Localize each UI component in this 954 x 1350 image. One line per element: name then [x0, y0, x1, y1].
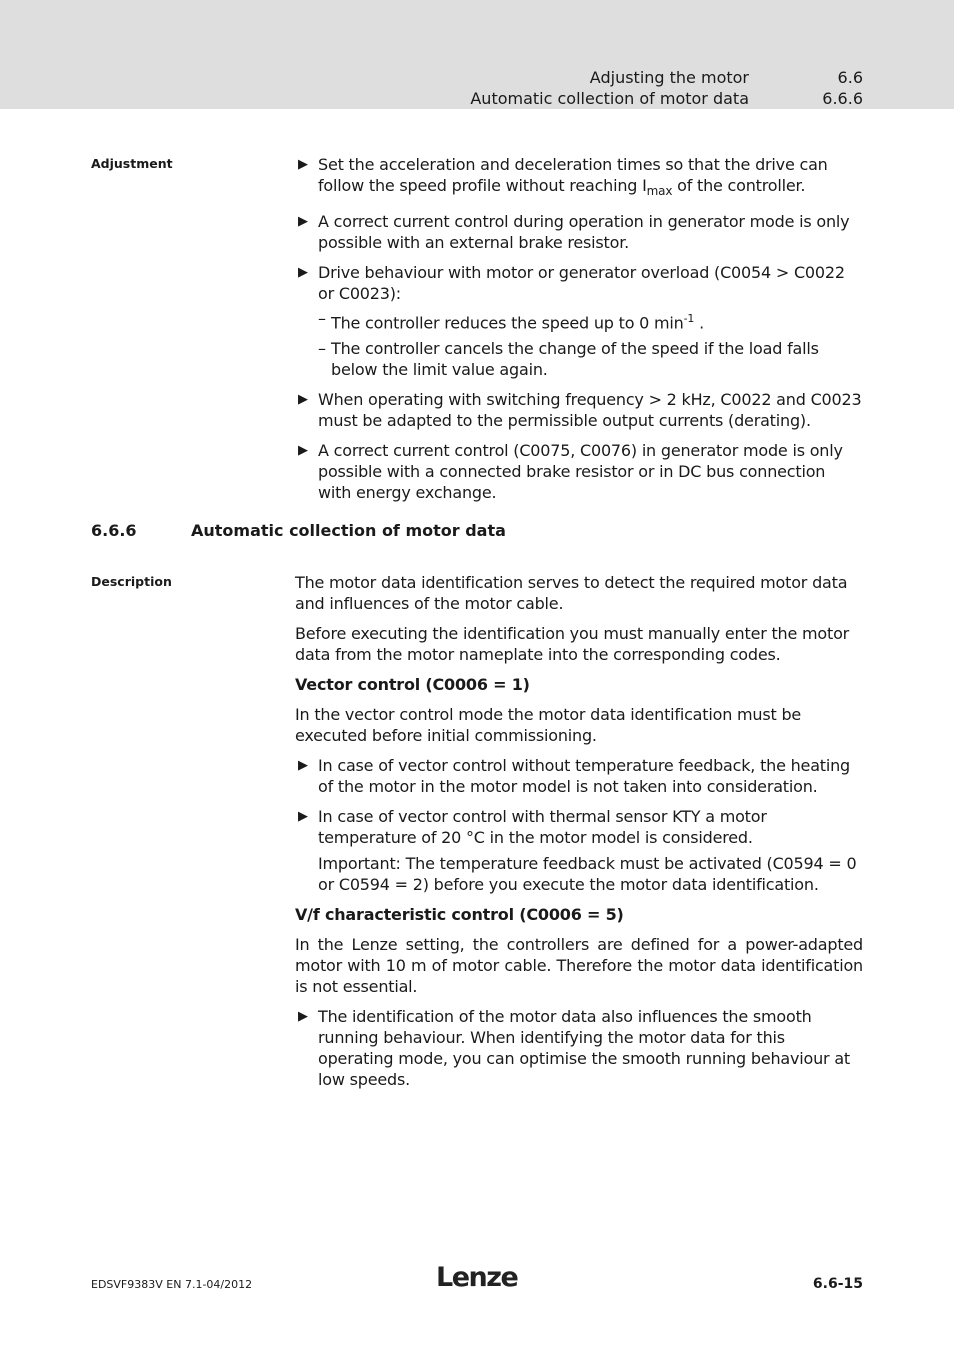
paragraph: In the vector control mode the motor data identification must be executed before initial commissioning. [295, 705, 802, 745]
lenze-logo: Lenze [436, 1262, 518, 1293]
paragraph: Before executing the identification you must manually enter the motor data from the motor nameplate into the corresponding codes. [295, 624, 850, 664]
bullet-item: ▶ When operating with switching frequency > 2 kHz, C0022 and C0023 must be adapted to the permissible output currents (derating). [295, 389, 863, 431]
header-chapter-number: 6.6 [837, 68, 863, 87]
adjustment-label: Adjustment [91, 156, 173, 171]
paragraph: The motor data identification serves to detect the required motor data and influences of the motor cable. [295, 573, 848, 613]
page-number: 6.6-15 [812, 1276, 863, 1292]
page-header [0, 0, 954, 109]
subheading-vf-control: V/f characteristic control (C0006 = 5) [295, 905, 624, 924]
description-label: Description [91, 574, 172, 589]
description-content [295, 572, 863, 1099]
header-section-title: Automatic collection of motor data [470, 89, 749, 108]
dash-item: – The controller cancels the change of the speed if the load falls below the limit value again. [295, 338, 863, 380]
bullet-item: ▶ The identification of the motor data also influences the smooth running behaviour. When identifying the motor data for this operating mode, you can optimise the smooth running behaviour at low speeds. [295, 1006, 863, 1090]
section-number: 6.6.6 [91, 521, 137, 540]
dash-item: – The controller reduces the speed up to 0 $\min^{-1}$ . [295, 308, 863, 333]
header-chapter-title: Adjusting the motor [589, 68, 749, 87]
adjustment-content [295, 154, 863, 512]
bullet-item: ▶ Set the acceleration and deceleration times so that the drive can follow the speed profile without reaching $I_{max}$ of the controller. [295, 154, 863, 202]
bullet-item: ▶ A correct current control (C0075, C0076) in generator mode is only possible with a connected brake resistor or in DC bus connection with energy exchange. [295, 440, 863, 503]
bullet-item: ▶ A correct current control during operation in generator mode is only possible with an external brake resistor. [295, 211, 863, 253]
important-note: Important: The temperature feedback must be activated (C0594 = 0 or C0594 = 2) before you execute the motor data identification. [318, 854, 857, 894]
header-section-number: 6.6.6 [822, 89, 863, 108]
paragraph: In the Lenze setting, the controllers are defined for a power-adapted motor with 10 m of motor cable. Therefore the motor data identification is not essential. [295, 935, 863, 996]
bullet-item: ▶ In case of vector control without temperature feedback, the heating of the motor in the motor model is not taken into consideration. [295, 755, 863, 797]
bullet-item: ▶ Drive behaviour with motor or generator overload (C0054 > C0022 or C0023): [295, 262, 863, 304]
section-title: Automatic collection of motor data [191, 521, 506, 540]
bullet-item: ▶ In case of vector control with thermal sensor KTY a motor temperature of 20 °C in the motor model is considered. [295, 806, 863, 848]
footer-document-id: EDSVF9383V EN 7.1-04/2012 [91, 1278, 253, 1291]
subheading-vector-control: Vector control (C0006 = 1) [295, 675, 530, 694]
